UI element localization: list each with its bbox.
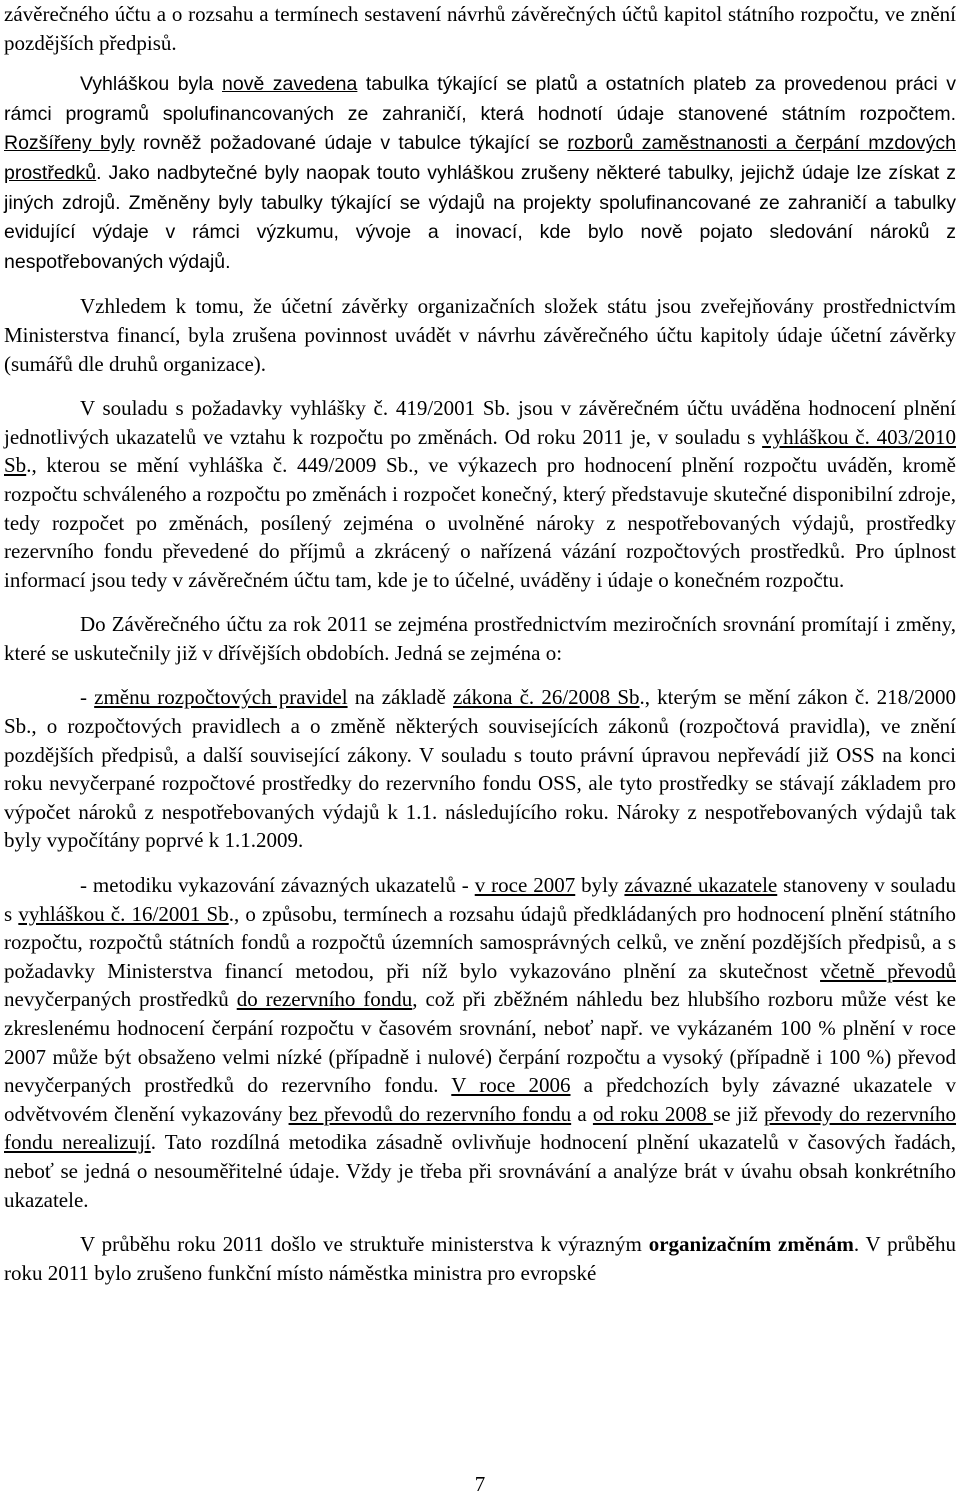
text-segment: ., kterým se mění zákon č. 218/2000 Sb., o rozpočtových pravidlech a o změně některých souvisejících zákonů (rozpočtová pravidla), ve znění pozdějších předpisů, a další související zákony. V souladu s touto právní úpravou nepřevádí již OSS na konci roku nevyčerpané rozpočtové prostředky do rezervního fondu OSS, ale tyto prostředky se stávají základem pro výpočet nároků z nespotřebovaných výdajů k 1.1. následujícího roku. Nároky z nespotřebovaných výdajů tak byly vypočítány poprvé k 1.1.2009. [4,685,956,853]
paragraph [4,1230,956,1287]
paragraph [4,394,956,594]
text-segment: nevyčerpaných prostředků [4,987,237,1012]
text-segment: ., o způsobu, termínech a rozsahu údajů předkládaných pro hodnocení plnění státního rozpočtu, rozpočtů státních fondů a rozpočtů územních samosprávných celků, ve znění pozdějších předpisů, a s požadavky Ministerstva financí metodou, při níž bylo vykazováno plnění za skutečnost [4,901,956,983]
text-segment: - metodiku vykazování závazných ukazatelů - [80,873,475,898]
underlined-text: závazné ukazatele [624,873,778,898]
underlined-text: změnu rozpočtových pravidel [94,685,348,710]
text-segment: na základě [347,685,453,710]
underlined-text: převody do rezervního fondu nerealizují [4,1101,957,1155]
underlined-text: Rozšířeny byly [4,132,135,155]
underlined-text: nově zavedena [222,73,358,96]
text-segment: rovněž požadované údaje v tabulce týkající se [134,132,568,155]
text-segment: závěrečného účtu a o rozsahu a termínech sestavení návrhů závěrečných účtů kapitol státního rozpočtu, ve znění pozdějších předpisů. [4,2,956,55]
text-segment: Vyhláškou byla [80,73,223,96]
paragraph [4,0,956,57]
text-segment: ., kterou se mění vyhláška č. 449/2009 Sb., ve výkazech pro hodnocení plnění rozpočtu uváděn, kromě rozpočtu schváleného a rozpočtu po změnách i rozpočet konečný, který představuje skutečné disponibilní zdroje, tedy rozpočet po změnách, posílený zejména o uvolněné nároky z nespotřebovaných výdajů, prostředky rezervního fondu převedené do příjmů a zkrácený o nařízená vázání rozpočtových prostředků. Pro úplnost informací jsou tedy v závěrečném účtu tam, kde je to účelné, uváděny i údaje o konečném rozpočtu. [4,453,956,592]
underlined-text: v roce 2007 [474,873,576,898]
paragraph [4,292,956,378]
text-segment: . V průběhu roku 2011 bylo zrušeno funkční místo náměstka ministra pro evropské [4,1232,956,1285]
text-segment: , což při zběžném náhledu bez hlubšího rozboru může vést ke zkreslenému hodnocení čerpání rozpočtu v časovém srovnání, neboť např. ve vykázaném 100 % plnění v roce 2007 může být obsaženo velmi nízké (případně i nulové) čerpání rozpočtu a vysoký (případně i 100 %) převod nevyčerpaných prostředků do rezervního fondu. [4,987,956,1098]
underlined-text: zákona č. 26/2008 Sb [452,685,640,710]
underlined-text: do rezervního fondu [236,987,413,1012]
underlined-text: rozborů zaměstnanosti a čerpání mzdových prostředků [4,132,957,184]
text-segment: a [571,1101,593,1126]
text-segment: V souladu s požadavky vyhlášky č. 419/2001 Sb. jsou v závěrečném účtu uváděna hodnocení plnění jednotlivých ukazatelů ve vztahu k rozpočtu po změnách. Od roku 2011 je, v souladu s [4,396,956,449]
paragraph [4,69,956,276]
text-segment: se již [713,1101,764,1126]
text-segment: stanoveny v souladu s [4,873,956,926]
underlined-text: včetně převodů [820,958,956,983]
text-segment: tabulka týkající se platů a ostatních plateb za provedenou práci v rámci programů spolufinancovaných ze zahraničí, která hodnotí údaje stanovené státním rozpočtem. [4,73,956,125]
text-segment: - [80,685,95,710]
text-segment: a předchozích byly závazné ukazatele v odvětvovém členění vykazovány [4,1073,957,1126]
text-segment: V průběhu roku 2011 došlo ve struktuře ministerstva k výrazným [80,1232,649,1257]
underlined-text: V roce 2006 [451,1073,571,1098]
underlined-text: od roku 2008 [592,1101,714,1126]
text-segment: Vzhledem k tomu, že účetní závěrky organizačních složek státu jsou zveřejňovány prostřednictvím Ministerstva financí, byla zrušena povinnost uvádět v návrhu závěrečného účtu kapitoly údaje účetní závěrky (sumářů dle druhů organizace). [4,294,956,376]
text-segment: . Tato rozdílná metodika zásadně ovlivňuje hodnocení plnění ukazatelů v časových řadách, neboť se jedná o nesouměřitelné údaje. Vždy je třeba při srovnávání a analýze brát v úvahu obsah konkrétního ukazatele. [4,1130,956,1212]
text-segment: Do Závěrečného účtu za rok 2011 se zejména prostřednictvím meziročních srovnání promítají i změny, které se uskutečnily již v dřívějších obdobích. Jedná se zejména o: [4,612,956,665]
paragraph [4,610,956,667]
paragraph [4,683,956,855]
underlined-text: bez převodů do rezervního fondu [288,1101,572,1126]
text-segment: byly [575,873,625,898]
page-number: 7 [474,1472,486,1496]
underlined-text: vyhláškou č. 403/2010 Sb [4,424,956,478]
paragraph [4,871,956,1214]
underlined-text: vyhláškou č. 16/2001 Sb [18,901,229,926]
bold-text: organizačním změnám [648,1232,854,1257]
text-segment: . Jako nadbytečné byly naopak touto vyhláškou zrušeny některé tabulky, jejichž údaje lze získat z jiných zdrojů. Změněny byly tabulky týkající se výdajů na projekty spolufinancované ze zahraničí a tabulky evidující výdaje v rámci výzkumu, vývoje a inovací, kde bylo nově pojato sledování nároků z nespotřebovaných výdajů. [4,161,956,273]
document-body [4,0,956,1287]
